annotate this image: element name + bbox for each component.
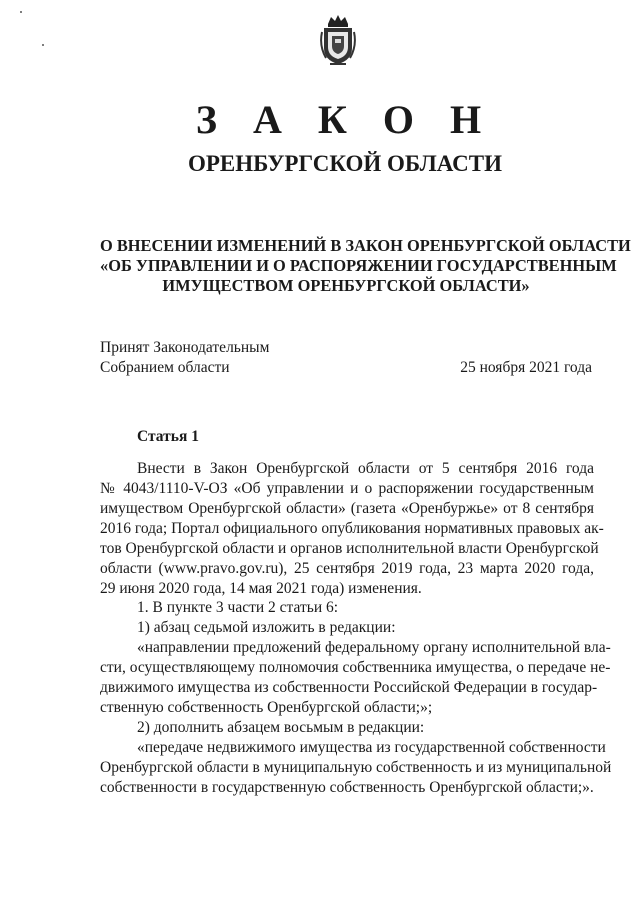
text-line: области (www.pravo.gov.ru), 25 сентября 2019 года, 23 марта 2020 года,: [100, 560, 594, 577]
scan-speck: [20, 11, 22, 13]
scan-speck: [42, 44, 44, 46]
text-line: 1. В пункте 3 части 2 статьи 6:: [137, 599, 339, 616]
text-line: сти, осуществляющему полномочия собственника имущества, о передаче не-: [100, 659, 611, 676]
text-line: 29 июня 2020 года, 14 мая 2021 года) изменения.: [100, 580, 422, 597]
heading-line: «ОБ УПРАВЛЕНИИ И О РАСПОРЯЖЕНИИ ГОСУДАРСТВЕННЫМ: [100, 256, 617, 275]
article-title: Статья 1: [137, 428, 199, 445]
text-line: 1) абзац седьмой изложить в редакции:: [137, 619, 396, 636]
text-line: № 4043/1110-V-ОЗ «Об управлении и о распоряжении государственным: [100, 480, 594, 497]
region-title: ОРЕНБУРГСКОЙ ОБЛАСТИ: [187, 151, 503, 176]
heading-line: О ВНЕСЕНИИ ИЗМЕНЕНИЙ В ЗАКОН ОРЕНБУРГСКОЙ ОБЛАСТИ: [100, 236, 631, 255]
coat-of-arms-icon: [318, 14, 358, 66]
text-line: Оренбургской области в муниципальную собственность и из муниципальной: [100, 759, 612, 776]
law-title: З А К О Н: [195, 97, 495, 142]
heading-line: ИМУЩЕСТВОМ ОРЕНБУРГСКОЙ ОБЛАСТИ»: [162, 276, 530, 295]
adoption-note: [100, 338, 269, 378]
article-changes: [100, 598, 612, 798]
text-line: «передаче недвижимого имущества из государственной собственности: [137, 739, 606, 756]
text-line: Внести в Закон Оренбургской области от 5 сентября 2016 года: [137, 460, 594, 477]
adoption-date: 25 ноября 2021 года: [460, 359, 592, 376]
text-line: имуществом Оренбургской области» (газета «Оренбуржье» от 8 сентября: [100, 500, 594, 517]
text-line: движимого имущества из собственности Российской Федерации в государ-: [100, 679, 598, 696]
text-line: ственную собственность Оренбургской области;»;: [100, 699, 433, 716]
text-line: 2016 года; Портал официального опубликования нормативных правовых ак-: [100, 520, 604, 537]
text-line: собственности в государственную собственность Оренбургской области;».: [100, 779, 594, 796]
text-line: тов Оренбургской области и органов исполнительной власти Оренбургской: [100, 540, 599, 557]
adoption-line: Принят Законодательным: [100, 339, 270, 356]
adoption-line: Собранием области: [100, 359, 230, 376]
text-line: 2) дополнить абзацем восьмым в редакции:: [137, 719, 425, 736]
article-intro: [100, 459, 604, 599]
law-heading: [100, 236, 631, 296]
text-line: «направлении предложений федеральному органу исполнительной вла-: [137, 639, 611, 656]
